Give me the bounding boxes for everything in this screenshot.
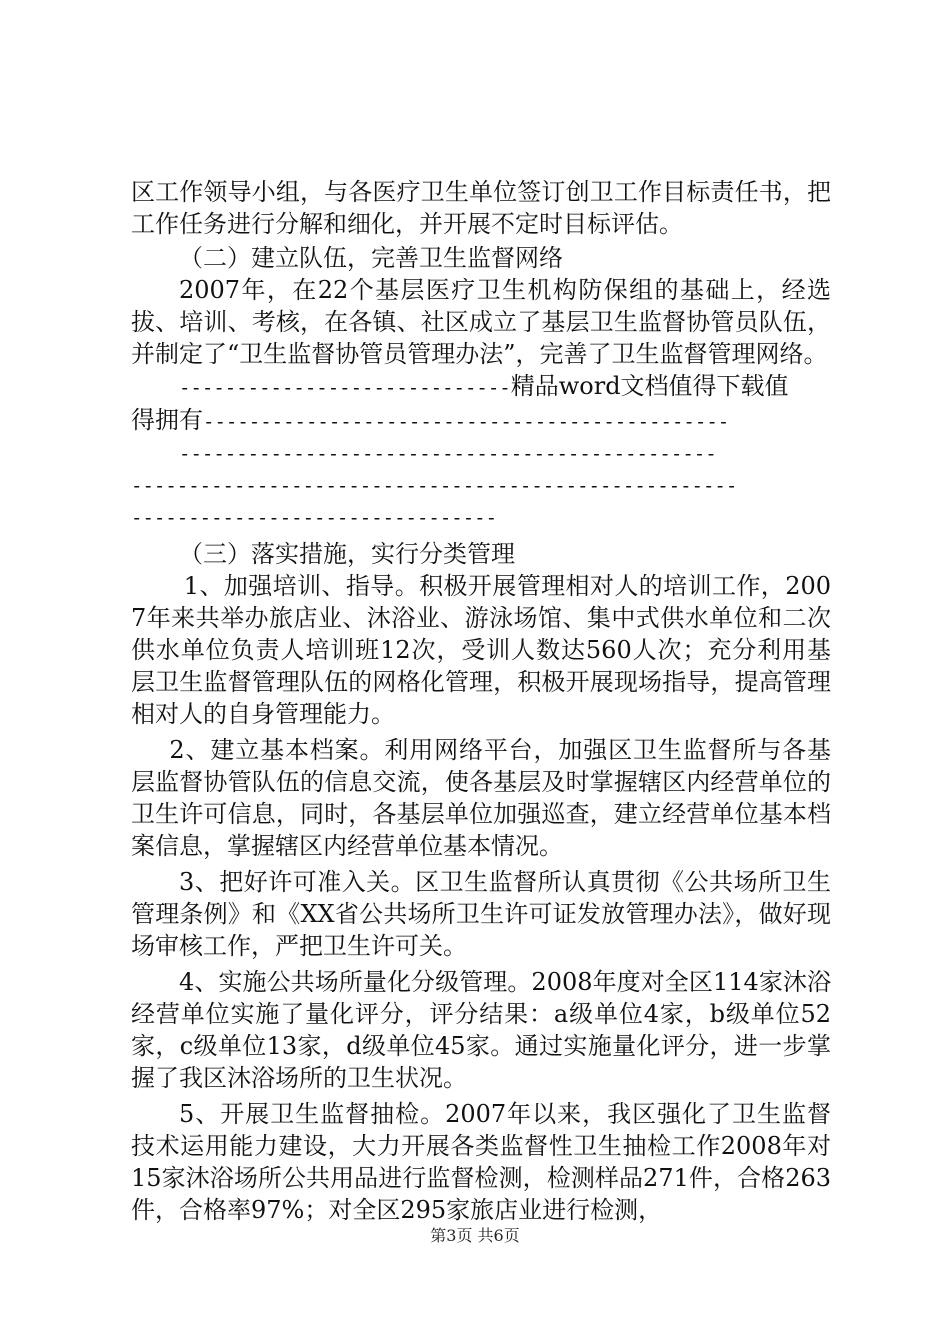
watermark-line-4 (131, 470, 831, 502)
watermark-line-2 (131, 404, 831, 438)
watermark-line-1 (131, 370, 831, 404)
paragraph-supervision-sampling: 5、开展卫生监督抽检。2007年以来，我区强化了卫生监督技术运用能力建设，大力开展各类监督性卫生抽检工作2008年对15家沐浴场所公共用品进行监督检测，检测样品271件，合格263件，合格率97%；对全区295家旅店业进行检测， (131, 1100, 831, 1224)
watermark-dashes: ---------------------------------------------- (203, 411, 730, 433)
watermark-text: 精品word文档值得下载值 (510, 372, 789, 400)
paragraph-training-guidance: 1、加强培训、指导。积极开展管理相对人的培训工作，2007年来共举办旅店业、沐浴业、游泳场馆、集中式供水单位和二次供水单位负责人培训班12次，受训人数达560人次；充分利用基层卫生监督管理队伍的网格化管理，积极开展现场指导，提高管理相对人的自身管理能力。 (131, 572, 831, 728)
document-body (131, 176, 831, 1226)
section-heading-three: （三）落实措施，实行分类管理 (179, 540, 515, 568)
watermark-dashes: ----------------------------------------------- (179, 443, 717, 465)
watermark-dashes: -------------------------------- (131, 507, 498, 529)
watermark-text: 得拥有 (131, 406, 203, 434)
page-footer: 第3页 共6页 (430, 1226, 520, 1245)
watermark-line-5 (131, 502, 831, 534)
watermark-line-3 (131, 438, 831, 470)
paragraph-quantified-management: 4、实施公共场所量化分级管理。2008年度对全区114家沐浴经营单位实施了量化评分，评分结果：a级单位4家，b级单位52家，c级单位13家，d级单位45家。通过实施量化评分，进一步掌握了我区沐浴场所的卫生状况。 (131, 968, 831, 1092)
paragraph-leadership-group: 区工作领导小组，与各医疗卫生单位签订创卫工作目标责任书，把工作任务进行分解和细化，并开展不定时目标评估。 (131, 178, 831, 238)
paragraph-basic-archives: 2、建立基本档案。利用网络平台，加强区卫生监督所与各基层监督协管队伍的信息交流，使各基层及时掌握辖区内经营单位的卫生许可信息，同时，各基层单位加强巡查，建立经营单位基本档案信息，掌握辖区内经营单位基本情况。 (131, 736, 831, 860)
paragraph-team-building: 2007年，在22个基层医疗卫生机构防保组的基础上，经选拔、培训、考核，在各镇、社区成立了基层卫生监督协管员队伍，并制定了“卫生监督协管员管理办法”，完善了卫生监督管理网络。 (131, 276, 831, 368)
section-heading-two: （二）建立队伍，完善卫生监督网络 (179, 244, 563, 272)
paragraph-license-access: 3、把好许可准入关。区卫生监督所认真贯彻《公共场所卫生管理条例》和《XX省公共场所卫生许可证发放管理办法》，做好现场审核工作，严把卫生许可关。 (131, 868, 831, 960)
watermark-dashes: ----------------------------- (179, 377, 511, 399)
watermark-dashes: ----------------------------------------------------- (131, 475, 738, 497)
